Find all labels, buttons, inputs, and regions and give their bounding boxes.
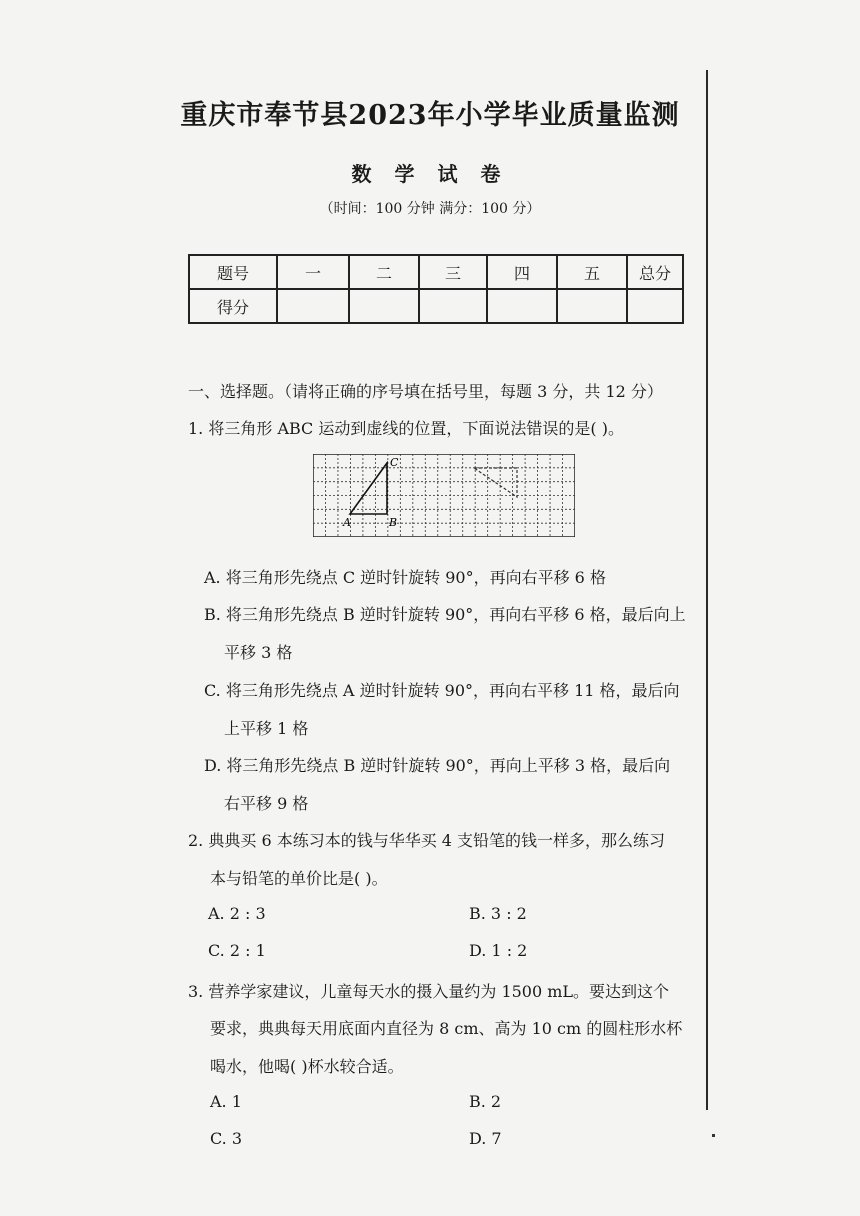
score-row-label: 得分 [189, 289, 277, 323]
q3-stem-cont2: 喝水，他喝( )杯水较合适。 [210, 1057, 404, 1076]
score-cell-1: 一 [277, 255, 349, 289]
score-cell-2: 二 [349, 255, 419, 289]
grid-figure [313, 454, 575, 537]
q1-option-d-cont: 右平移 9 格 [224, 794, 309, 813]
grid-border [313, 454, 575, 537]
triangle-abc [350, 463, 387, 514]
triangle-target [474, 468, 517, 497]
score-table-row-header [189, 255, 683, 289]
q3-option-d: D. 7 [469, 1129, 502, 1148]
score-input-4[interactable] [487, 289, 557, 323]
q1-option-d: D. 将三角形先绕点 B 逆时针旋转 90°，再向上平移 3 格，最后向 [204, 756, 671, 775]
q3-option-b: B. 2 [469, 1092, 502, 1111]
score-cell-total: 总分 [627, 255, 683, 289]
exam-title: 重庆市奉节县2023年小学毕业质量监测 [180, 100, 680, 131]
q1-stem: 1. 将三角形 ABC 运动到虚线的位置，下面说法错误的是( )。 [188, 419, 624, 438]
score-input-1[interactable] [277, 289, 349, 323]
q3-stem-cont1: 要求，典典每天用底面内直径为 8 cm、高为 10 cm 的圆柱形水杯 [210, 1019, 683, 1038]
label-b: B [389, 516, 398, 529]
score-cell-label: 题号 [189, 255, 277, 289]
score-input-5[interactable] [557, 289, 627, 323]
score-input-2[interactable] [349, 289, 419, 323]
scan-mark [712, 1134, 715, 1137]
q1-option-b: B. 将三角形先绕点 B 逆时针旋转 90°，再向右平移 6 格，最后向上 [204, 605, 686, 624]
q2-stem-cont: 本与铅笔的单价比是( )。 [210, 869, 388, 888]
q1-figure [313, 454, 575, 537]
q3-stem: 3. 营养学家建议，儿童每天水的摄入量约为 1500 mL。要达到这个 [188, 982, 670, 1001]
exam-subtitle: 数 学 试 卷 [351, 162, 509, 186]
label-c: C [390, 456, 399, 469]
exam-info: （时间：100 分钟 满分：100 分） [319, 201, 541, 217]
score-input-total[interactable] [627, 289, 683, 323]
score-cell-5: 五 [557, 255, 627, 289]
q2-option-d: D. 1 : 2 [469, 941, 528, 960]
q2-stem: 2. 典典买 6 本练习本的钱与华华买 4 支铅笔的钱一样多，那么练习 [188, 831, 666, 850]
label-a: A [343, 516, 351, 529]
score-cell-3: 三 [419, 255, 487, 289]
q1-option-a: A. 将三角形先绕点 C 逆时针旋转 90°，再向右平移 6 格 [204, 568, 606, 587]
q2-option-b: B. 3 : 2 [469, 904, 527, 923]
score-cell-4: 四 [487, 255, 557, 289]
q1-option-b-cont: 平移 3 格 [224, 643, 293, 662]
q1-option-c-cont: 上平移 1 格 [224, 719, 309, 738]
q1-option-c: C. 将三角形先绕点 A 逆时针旋转 90°，再向右平移 11 格，最后向 [204, 681, 680, 700]
q2-option-c: C. 2 : 1 [208, 941, 266, 960]
grid-lines [313, 454, 575, 537]
q3-option-c: C. 3 [210, 1129, 243, 1148]
score-table-row-score [189, 289, 683, 323]
q2-option-a: A. 2 : 3 [208, 904, 266, 923]
score-input-3[interactable] [419, 289, 487, 323]
section-heading: 一、选择题。（请将正确的序号填在括号里，每题 3 分，共 12 分） [188, 382, 663, 401]
q3-option-a: A. 1 [210, 1092, 242, 1111]
score-table [188, 254, 684, 324]
page-edge-line [706, 70, 708, 1110]
